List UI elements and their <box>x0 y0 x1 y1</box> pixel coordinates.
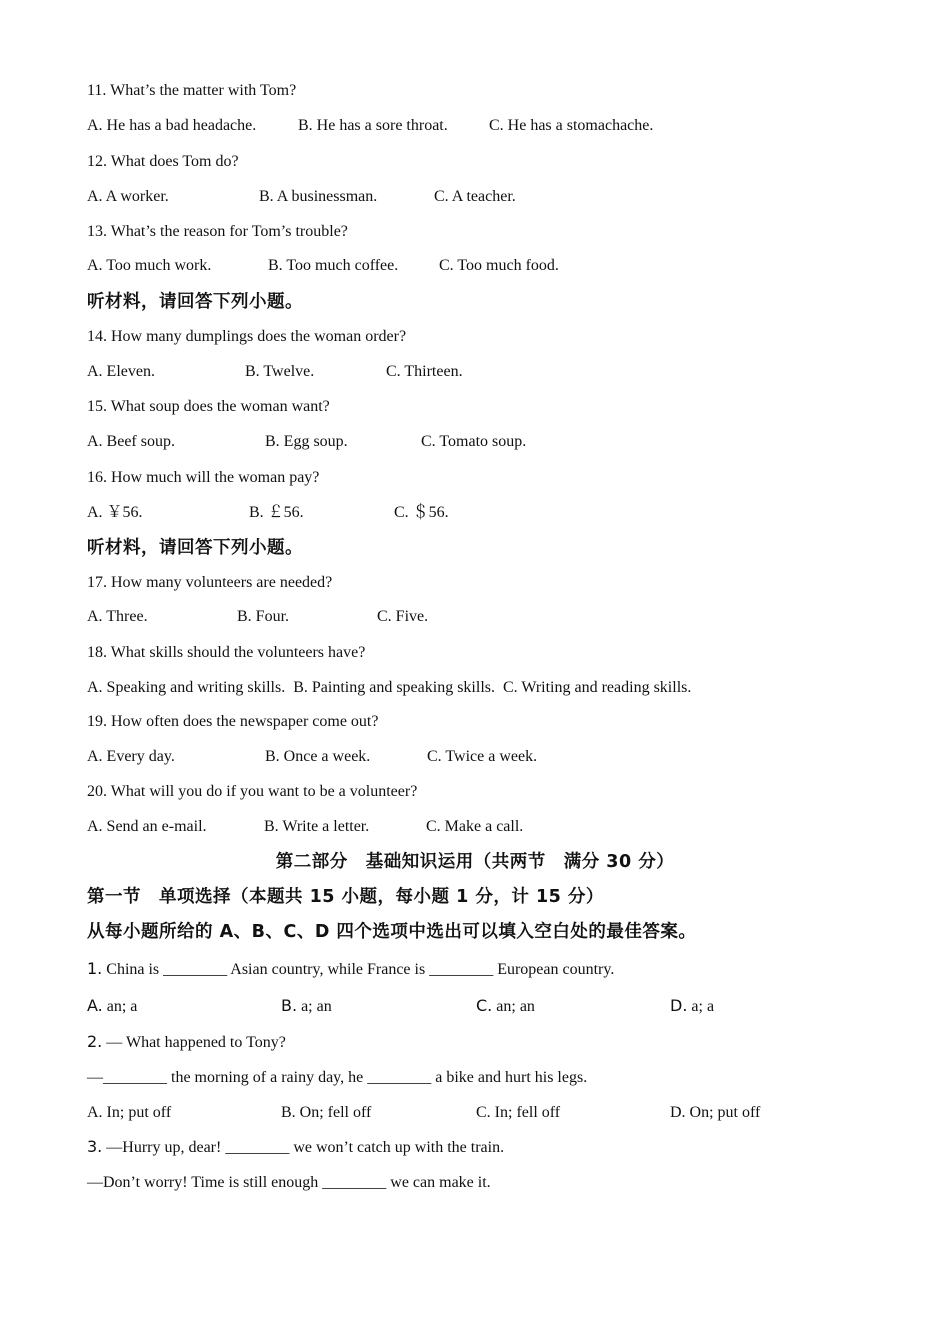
q12-option-a: A. A worker. <box>87 188 169 205</box>
q17-option-b: B. Four. <box>237 608 290 625</box>
grammar-question-2 <box>87 1032 286 1053</box>
section1-title: 第一节 单项选择（本题共 15 小题，每小题 1 分，计 15 分） <box>87 887 604 907</box>
part2-title: 第二部分 基础知识运用（共两节 满分 30 分） <box>275 852 675 872</box>
question-19: 19. How often does the newspaper come out? <box>87 713 379 730</box>
q16-option-c: C. ＄56. <box>394 504 449 521</box>
q1-option-a <box>87 996 137 1017</box>
q13-option-a: A. Too much work. <box>87 257 212 274</box>
q1-option-c <box>476 996 535 1017</box>
grammar-question-1 <box>87 959 614 980</box>
question-12: 12. What does Tom do? <box>87 153 239 170</box>
question-18: 18. What skills should the volunteers have? <box>87 644 366 661</box>
q2-option-b: B. On; fell off <box>281 1104 372 1121</box>
option-text: an; an <box>492 998 535 1015</box>
question-number: 2. <box>87 1032 103 1051</box>
q11-option-b: B. He has a sore throat. <box>298 117 448 134</box>
question-text: —Hurry up, dear! ________ we won’t catch up with the train. <box>102 1139 505 1156</box>
q12-option-b: B. A businessman. <box>259 188 378 205</box>
option-letter: A. <box>87 996 103 1015</box>
option-letter: D. <box>670 996 688 1015</box>
q18-options: A. Speaking and writing skills. B. Painting and speaking skills. C. Writing and reading skills. <box>87 679 692 696</box>
q2-line2: —________ the morning of a rainy day, he ________ a bike and hurt his legs. <box>87 1069 588 1086</box>
q17-option-a: A. Three. <box>87 608 148 625</box>
q16-option-b: B. ￡56. <box>249 504 304 521</box>
option-text: a; a <box>687 998 715 1015</box>
option-text: an; a <box>102 998 138 1015</box>
option-text: a; an <box>297 998 332 1015</box>
option-letter: B. <box>281 996 298 1015</box>
q15-option-c: C. Tomato soup. <box>421 433 527 450</box>
q15-option-a: A. Beef soup. <box>87 433 175 450</box>
q2-option-d: D. On; put off <box>670 1104 761 1121</box>
q15-option-b: B. Egg soup. <box>265 433 348 450</box>
q11-option-c: C. He has a stomachache. <box>489 117 654 134</box>
q20-option-c: C. Make a call. <box>426 818 524 835</box>
q1-option-b <box>281 996 332 1017</box>
listening-instruction-1: 听材料，请回答下列小题。 <box>87 292 303 312</box>
q19-option-b: B. Once a week. <box>265 748 371 765</box>
q2-option-a: A. In; put off <box>87 1104 172 1121</box>
q13-option-b: B. Too much coffee. <box>268 257 399 274</box>
q19-option-c: C. Twice a week. <box>427 748 538 765</box>
question-20: 20. What will you do if you want to be a volunteer? <box>87 783 418 800</box>
section1-instruction: 从每小题所给的 A、B、C、D 四个选项中选出可以填入空白处的最佳答案。 <box>87 922 697 942</box>
q3-line2: —Don’t worry! Time is still enough ________ we can make it. <box>87 1174 491 1191</box>
question-text: — What happened to Tony? <box>102 1034 286 1051</box>
grammar-question-3 <box>87 1137 504 1158</box>
q2-option-c: C. In; fell off <box>476 1104 561 1121</box>
q12-option-c: C. A teacher. <box>434 188 516 205</box>
question-13: 13. What’s the reason for Tom’s trouble? <box>87 223 348 240</box>
q13-option-c: C. Too much food. <box>439 257 559 274</box>
listening-instruction-2: 听材料，请回答下列小题。 <box>87 538 303 558</box>
q14-option-b: B. Twelve. <box>245 363 315 380</box>
q19-option-a: A. Every day. <box>87 748 175 765</box>
question-16: 16. How much will the woman pay? <box>87 469 320 486</box>
question-15: 15. What soup does the woman want? <box>87 398 330 415</box>
q20-option-b: B. Write a letter. <box>264 818 370 835</box>
question-text: China is ________ Asian country, while France is ________ European country. <box>102 961 615 978</box>
q1-option-d <box>670 996 714 1017</box>
question-11: 11. What’s the matter with Tom? <box>87 82 297 99</box>
q11-option-a: A. He has a bad headache. <box>87 117 257 134</box>
q17-option-c: C. Five. <box>377 608 429 625</box>
option-letter: C. <box>476 996 493 1015</box>
question-14: 14. How many dumplings does the woman order? <box>87 328 407 345</box>
question-17: 17. How many volunteers are needed? <box>87 574 333 591</box>
q20-option-a: A. Send an e-mail. <box>87 818 207 835</box>
q14-option-c: C. Thirteen. <box>386 363 463 380</box>
q16-option-a: A. ￥56. <box>87 504 143 521</box>
question-number: 3. <box>87 1137 103 1156</box>
q14-option-a: A. Eleven. <box>87 363 155 380</box>
question-number: 1. <box>87 959 103 978</box>
